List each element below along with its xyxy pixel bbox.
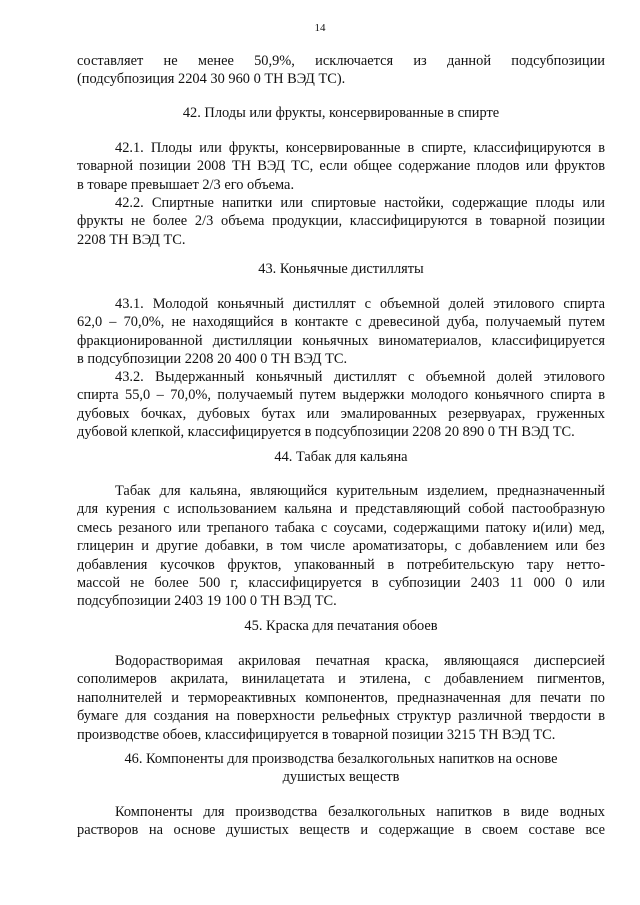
text-line: для курения с использованием кальяна и представляющий собой пастообразную [77, 501, 605, 518]
text-line: подсубпозиции 2403 19 100 0 ТН ВЭД ТС. [77, 593, 337, 610]
heading-line: душистых веществ [282, 769, 400, 786]
text-line: массой не более 500 г, классифицируется в субпозиции 2403 11 000 0 или [77, 574, 605, 591]
page-number: 14 [314, 22, 326, 34]
text-line: сополимеров акрилата, винилацетата и этилена, с добавлением пигментов, [77, 671, 605, 688]
text-line: наполнителей и термореактивных компонентов, предназначенная для печати по [77, 689, 605, 706]
text-line: Табак для кальяна, являющийся курительным изделием, предназначенный [115, 483, 605, 499]
section-heading [77, 260, 605, 278]
text-line: Компоненты для производства безалкогольных напитков в виде водных [115, 804, 605, 820]
text-line: производстве обоев, классифицируется в товарной позиции 3215 ТН ВЭД ТС. [77, 726, 556, 743]
heading-line: 42. Плоды или фрукты, консервированные в спирте [182, 105, 500, 121]
text-line: растворов на основе душистых веществ и содержащие в своем составе все [77, 822, 605, 839]
text-line: дубовых бочках, дубовых бутах или эмалированных резервуарах, груженных [77, 405, 605, 422]
paragraph [77, 295, 605, 369]
paragraph [77, 139, 605, 194]
text-line: 42.1. Плоды или фрукты, консервированные в спирте, классифицируются в [115, 140, 605, 156]
text-line: 42.2. Спиртные напитки или спиртовые настойки, содержащие плоды или [115, 195, 605, 211]
paragraph [77, 368, 605, 442]
text-line: бумаге для создания на поверхности рельефных структур различной твердости в [77, 708, 605, 725]
text-line: (подсубпозиция 2204 30 960 0 ТН ВЭД ТС). [77, 71, 346, 88]
text-line: добавления кусочков фруктов, упакованный в потребительскую тару нетто- [77, 556, 605, 573]
section-heading [77, 448, 605, 466]
section-heading [77, 617, 605, 635]
paragraph [77, 194, 605, 249]
text-line: в подсубпозиции 2208 20 400 0 ТН ВЭД ТС. [77, 351, 348, 368]
section-heading [77, 750, 605, 787]
heading-line: 46. Компоненты для производства безалкогольных напитков на основе [124, 751, 558, 767]
paragraph [77, 652, 605, 744]
text-line: глицерин и другие добавки, в том числе ароматизаторы, с добавлением или без [77, 538, 605, 555]
heading-line: 44. Табак для кальяна [274, 449, 408, 465]
text-line: смесь резаного или трепаного табака с соусами, содержащими патоку и(или) мед, [77, 519, 605, 536]
text-line: 43.1. Молодой коньячный дистиллят с объемной долей этилового спирта [115, 296, 605, 312]
text-line: Водорастворимая акриловая печатная краска, являющаяся дисперсией [115, 653, 605, 669]
text-line: 2208 ТН ВЭД ТС. [77, 231, 186, 248]
text-line: в товаре превышает 2/3 его объема. [77, 176, 295, 193]
text-line: фрукты не более 2/3 объема продукции, классифицируются в товарной позиции [77, 213, 605, 230]
text-line: спирта 55,0 – 70,0%, получаемый путем выдержки молодого коньячного спирта в [77, 387, 605, 404]
intro-paragraph [77, 52, 605, 89]
text-line: фракционированной дистилляции коньячных виноматериалов, классифицируется [77, 332, 605, 349]
heading-line: 45. Краска для печатания обоев [244, 618, 438, 634]
text-line: 62,0 – 70,0%, не находящийся в контакте с древесиной дуба, получаемый путем [77, 314, 605, 331]
text-line: составляет не менее 50,9%, исключается из данной подсубпозиции [77, 53, 605, 69]
heading-line: 43. Коньячные дистилляты [258, 261, 424, 277]
paragraph [77, 482, 605, 611]
text-line: товарной позиции 2008 ТН ВЭД ТС, если общее содержание плодов или фруктов [77, 158, 605, 175]
paragraph [77, 803, 605, 840]
section-heading [77, 104, 605, 122]
text-line: дубовой клепкой, классифицируется в подсубпозиции 2208 20 890 0 ТН ВЭД ТС. [77, 424, 575, 441]
text-line: 43.2. Выдержанный коньячный дистиллят с объемной долей этилового [115, 369, 605, 385]
